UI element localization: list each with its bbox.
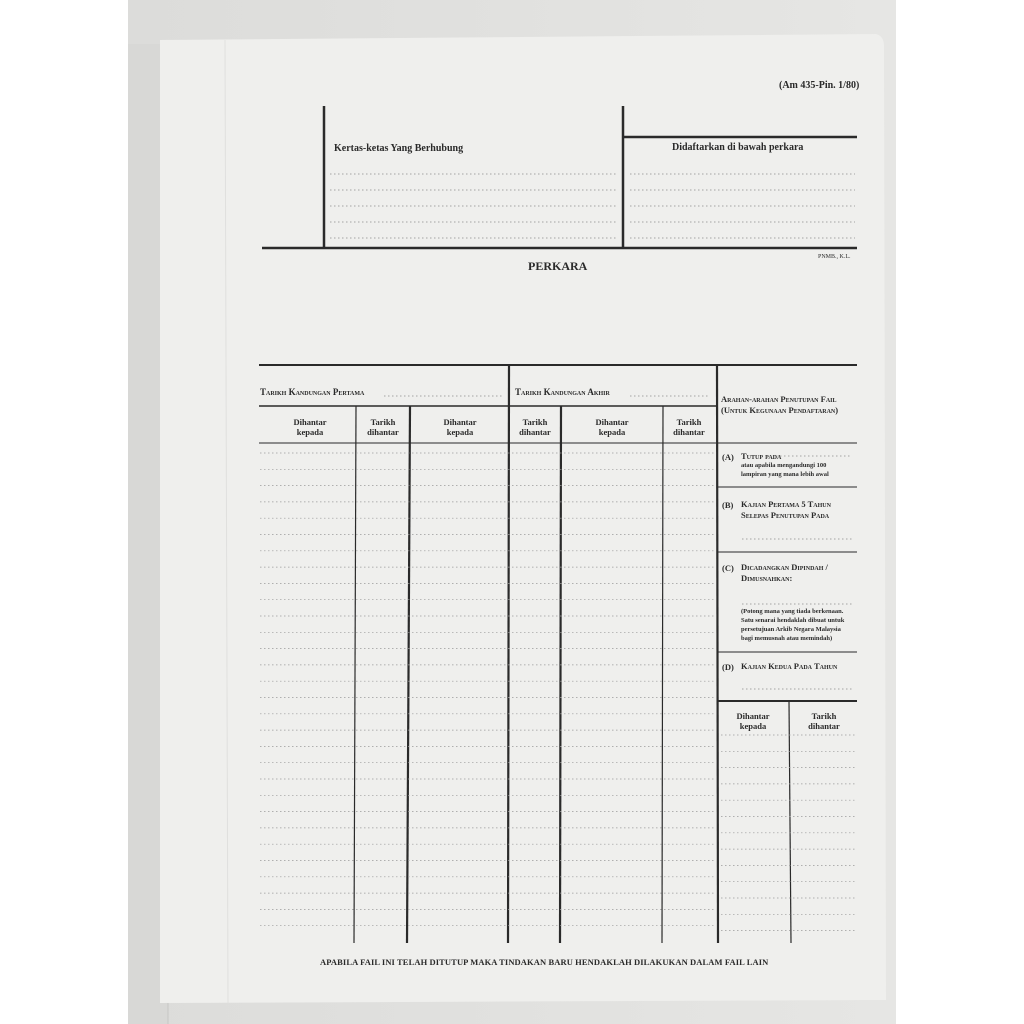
closing-b-title-1: Kajian Pertama 5 Tahun [741, 499, 831, 509]
closing-a-title: Tutup pada [741, 451, 782, 461]
closing-col-date-sent: Tarikh dihantar [808, 711, 840, 731]
closing-title-1: Arahan-arahan Penutupan Fail [721, 394, 837, 404]
closing-c-note-4: bagi memusnah atau memindah) [741, 635, 833, 642]
footer-note: APABILA FAIL INI TELAH DITUTUP MAKA TINDAKAN BARU HENDAKLAH DILAKUKAN DALAM FAIL LAIN [320, 957, 769, 967]
printer-mark: PNMB., K.L. [818, 254, 851, 260]
closing-b-title-2: Selepas Penutupan Pada [741, 510, 830, 520]
closing-c-title-2: Dimusnahkan: [741, 573, 793, 583]
form-code: (Am 435-Pin. 1/80) [779, 80, 860, 91]
closing-c-title-1: Dicadangkan Dipindah / [741, 562, 828, 572]
subject-label: PERKARA [528, 259, 588, 273]
col-date-sent-3: Tarikh dihantar [673, 417, 705, 437]
closing-title-2: (Untuk Kegunaan Pendaftaran) [721, 405, 839, 415]
closing-c-note-2: Satu senarai hendaklah dibuat untuk [741, 617, 845, 624]
closing-d-label: (D) [722, 662, 734, 672]
col-sent-to-1: Dihantar kepada [293, 417, 327, 437]
col-sent-to-2: Dihantar kepada [443, 417, 477, 437]
closing-a-label: (A) [722, 452, 734, 462]
col-date-sent-1: Tarikh dihantar [367, 417, 399, 437]
closing-c-label: (C) [722, 563, 734, 573]
last-content-date-label: Tarikh Kandungan Akhir [515, 387, 610, 397]
registered-under-label: Didaftarkan di bawah perkara [672, 142, 804, 153]
col-date-sent-2: Tarikh dihantar [519, 417, 551, 437]
closing-a-note-2: lampiran yang mana lebih awal [741, 471, 829, 478]
first-content-date-label: Tarikh Kandungan Pertama [260, 387, 365, 397]
closing-a-note-1: atau apabila mengandungi 100 [741, 462, 827, 469]
closing-b-label: (B) [722, 500, 734, 510]
closing-c-note-1: (Potong mana yang tiada berkenaan. [741, 608, 844, 615]
related-papers-label: Kertas-ketas Yang Berhubung [334, 143, 464, 154]
closing-d-title: Kajian Kedua Pada Tahun [741, 661, 838, 671]
closing-col-sent-to: Dihantar kepada [736, 711, 770, 731]
closing-c-note-3: persetujuan Arkib Negara Malaysia [741, 626, 841, 633]
col-sent-to-3: Dihantar kepada [595, 417, 629, 437]
